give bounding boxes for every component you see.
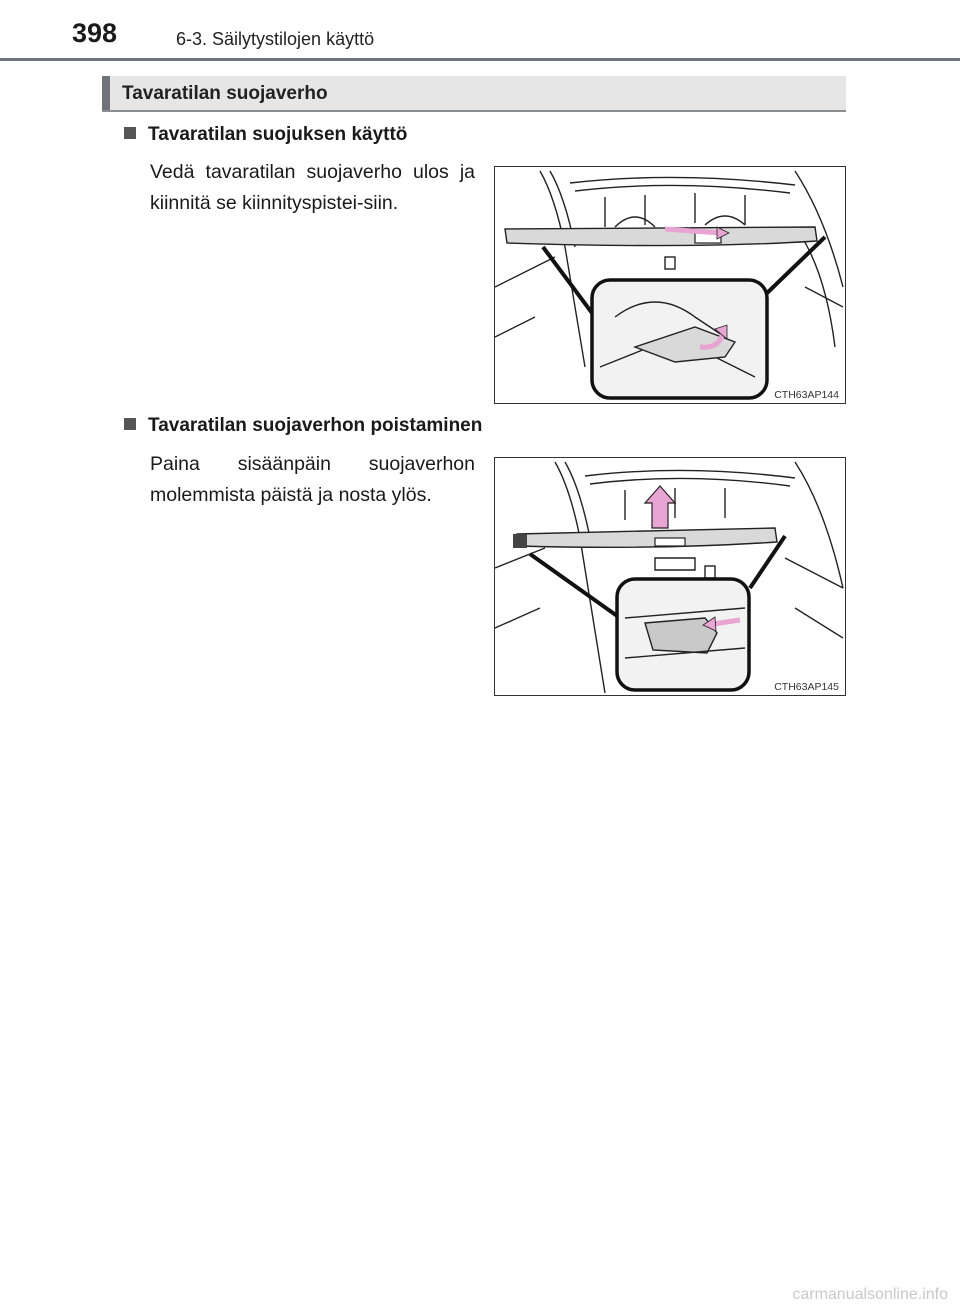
watermark: carmanualsonline.info	[792, 1286, 948, 1303]
figure-code-2: CTH63AP145	[774, 681, 839, 693]
section-title: Tavaratilan suojaverho	[122, 83, 328, 104]
page-number: 398	[72, 18, 118, 48]
instruction-text-1: Vedä tavaratilan suojaverho ulos ja kiinnitä se kiinnityspistei-siin.	[150, 161, 475, 214]
figure-2	[494, 457, 846, 696]
section-accent	[102, 76, 110, 110]
section-heading-bar	[102, 76, 846, 112]
instruction-text-2: Paina sisäänpäin suojaverhon molemmista päistä ja nosta ylös.	[150, 453, 475, 506]
square-bullet-icon	[124, 127, 136, 139]
subheading-2	[124, 415, 482, 437]
subheading-1-text: Tavaratilan suojuksen käyttö	[148, 124, 408, 145]
cargo-cover-illustration-2	[495, 458, 845, 695]
square-bullet-icon	[124, 418, 136, 430]
figure-code-1: CTH63AP144	[774, 389, 839, 401]
cargo-cover-illustration-1	[495, 167, 845, 403]
subheading-1	[124, 124, 407, 146]
header-rule	[0, 58, 960, 61]
lift-up-arrow-icon	[645, 486, 675, 528]
subheading-2-text: Tavaratilan suojaverhon poistaminen	[148, 415, 483, 436]
chapter-title: 6-3. Säilytystilojen käyttö	[176, 29, 375, 49]
figure-1	[494, 166, 846, 404]
